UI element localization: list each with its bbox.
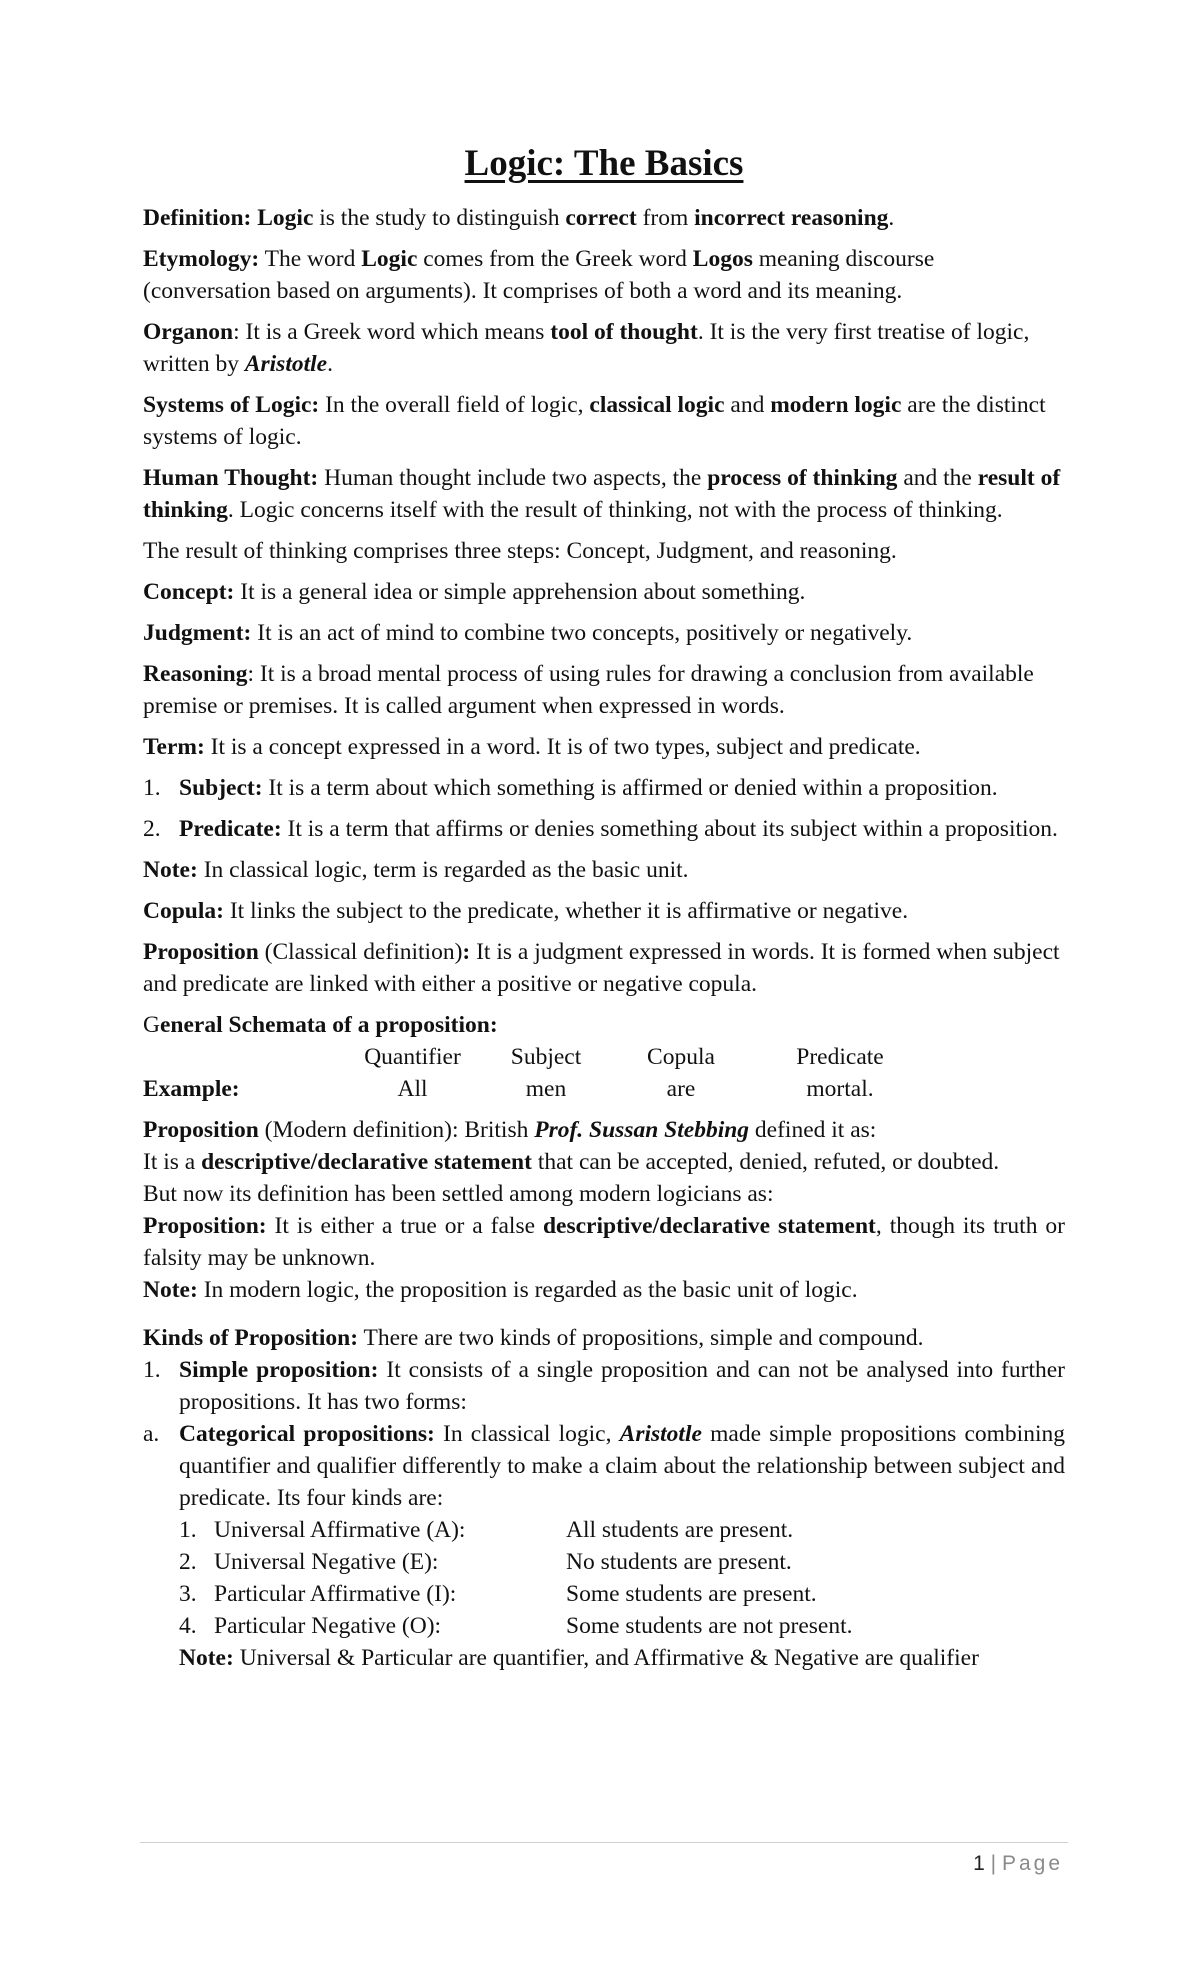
list-item-subject: 1. Subject: It is a term about which something is affirmed or denied within a proposition. — [143, 775, 998, 801]
list-item: 4. Particular Negative (O): Some students are not present. — [179, 1613, 853, 1639]
reasoning-paragraph: Reasoning: It is a broad mental process of using rules for drawing a conclusion from available premise or premises. It is called argument when expressed in words. — [143, 661, 1034, 719]
definition-paragraph: Definition: Logic is the study to distinguish correct from incorrect reasoning. — [143, 205, 895, 231]
note-qualifier: Note: Universal & Particular are quantifier, and Affirmative & Negative are qualifier — [179, 1645, 979, 1671]
organon-paragraph: Organon: It is a Greek word which means tool of thought. It is the very first treatise of logic, written by Aristotle. — [143, 319, 1030, 377]
categorical-kinds-list — [179, 1514, 1065, 1674]
judgment-paragraph: Judgment: It is an act of mind to combine two concepts, positively or negatively. — [143, 620, 913, 646]
page-footer: 1 | Page — [973, 1852, 1063, 1875]
list-item-categorical: a. Categorical propositions: In classical logic, Aristotle made simple propositions combining quantifier and qualifier differently to make a claim about the relationship between subject and predicate. Its four kinds are: — [143, 1421, 1065, 1511]
schemata-example-row: Example: All men are mortal. — [143, 1076, 874, 1102]
etymology-paragraph: Etymology: The word Logic comes from the Greek word Logos meaning discourse (conversation based on arguments). It comprises of both a word and its meaning. — [143, 246, 935, 304]
proposition-settled-paragraph: Proposition: It is either a true or a false descriptive/declarative statement, though its truth or falsity may be unknown. — [143, 1213, 1065, 1271]
list-item-simple-proposition: 1. Simple proposition: It consists of a single proposition and can not be analysed into further propositions. It has two forms: — [143, 1357, 1065, 1415]
list-item: 3. Particular Affirmative (I): Some students are present. — [179, 1581, 817, 1607]
note-modern: Note: In modern logic, the proposition is regarded as the basic unit of logic. — [143, 1277, 858, 1303]
human-thought-paragraph: Human Thought: Human thought include two aspects, the process of thinking and the result of thinking. Logic concerns itself with the result of thinking, not with the process of thinking. — [143, 465, 1061, 523]
concept-paragraph: Concept: It is a general idea or simple apprehension about something. — [143, 579, 806, 605]
footer-divider — [140, 1842, 1068, 1843]
page-content — [143, 140, 1065, 1674]
proposition-classical-paragraph: Proposition (Classical definition): It is a judgment expressed in words. It is formed when subject and predicate are linked with either a positive or negative copula. — [143, 939, 1060, 997]
schemata-header-row: Quantifier Subject Copula Predicate — [364, 1044, 884, 1070]
proposition-modern-paragraph: Proposition (Modern definition): British Prof. Sussan Stebbing defined it as: — [143, 1117, 877, 1143]
result-steps-paragraph: The result of thinking comprises three steps: Concept, Judgment, and reasoning. — [143, 538, 897, 564]
schemata-heading: General Schemata of a proposition: — [143, 1012, 498, 1038]
note-classical: Note: In classical logic, term is regarded as the basic unit. — [143, 857, 689, 883]
settled-text: But now its definition has been settled among modern logicians as: — [143, 1181, 774, 1207]
copula-paragraph: Copula: It links the subject to the predicate, whether it is affirmative or negative. — [143, 898, 909, 924]
list-item: 2. Universal Negative (E): No students are present. — [179, 1549, 792, 1575]
term-paragraph: Term: It is a concept expressed in a word. It is of two types, subject and predicate. — [143, 734, 921, 760]
systems-paragraph: Systems of Logic: In the overall field of logic, classical logic and modern logic are the distinct systems of logic. — [143, 392, 1046, 450]
page-number: 1 — [973, 1852, 985, 1875]
list-item: 1. Universal Affirmative (A): All students are present. — [179, 1517, 794, 1543]
list-item-predicate: 2. Predicate: It is a term that affirms or denies something about its subject within a proposition. — [143, 816, 1058, 842]
page-title: Logic: The Basics — [464, 143, 744, 184]
page-label: Page — [1001, 1852, 1063, 1875]
modern-definition-text: It is a descriptive/declarative statement that can be accepted, denied, refuted, or doubted. — [143, 1149, 1000, 1175]
kinds-paragraph: Kinds of Proposition: There are two kinds of propositions, simple and compound. — [143, 1325, 924, 1351]
